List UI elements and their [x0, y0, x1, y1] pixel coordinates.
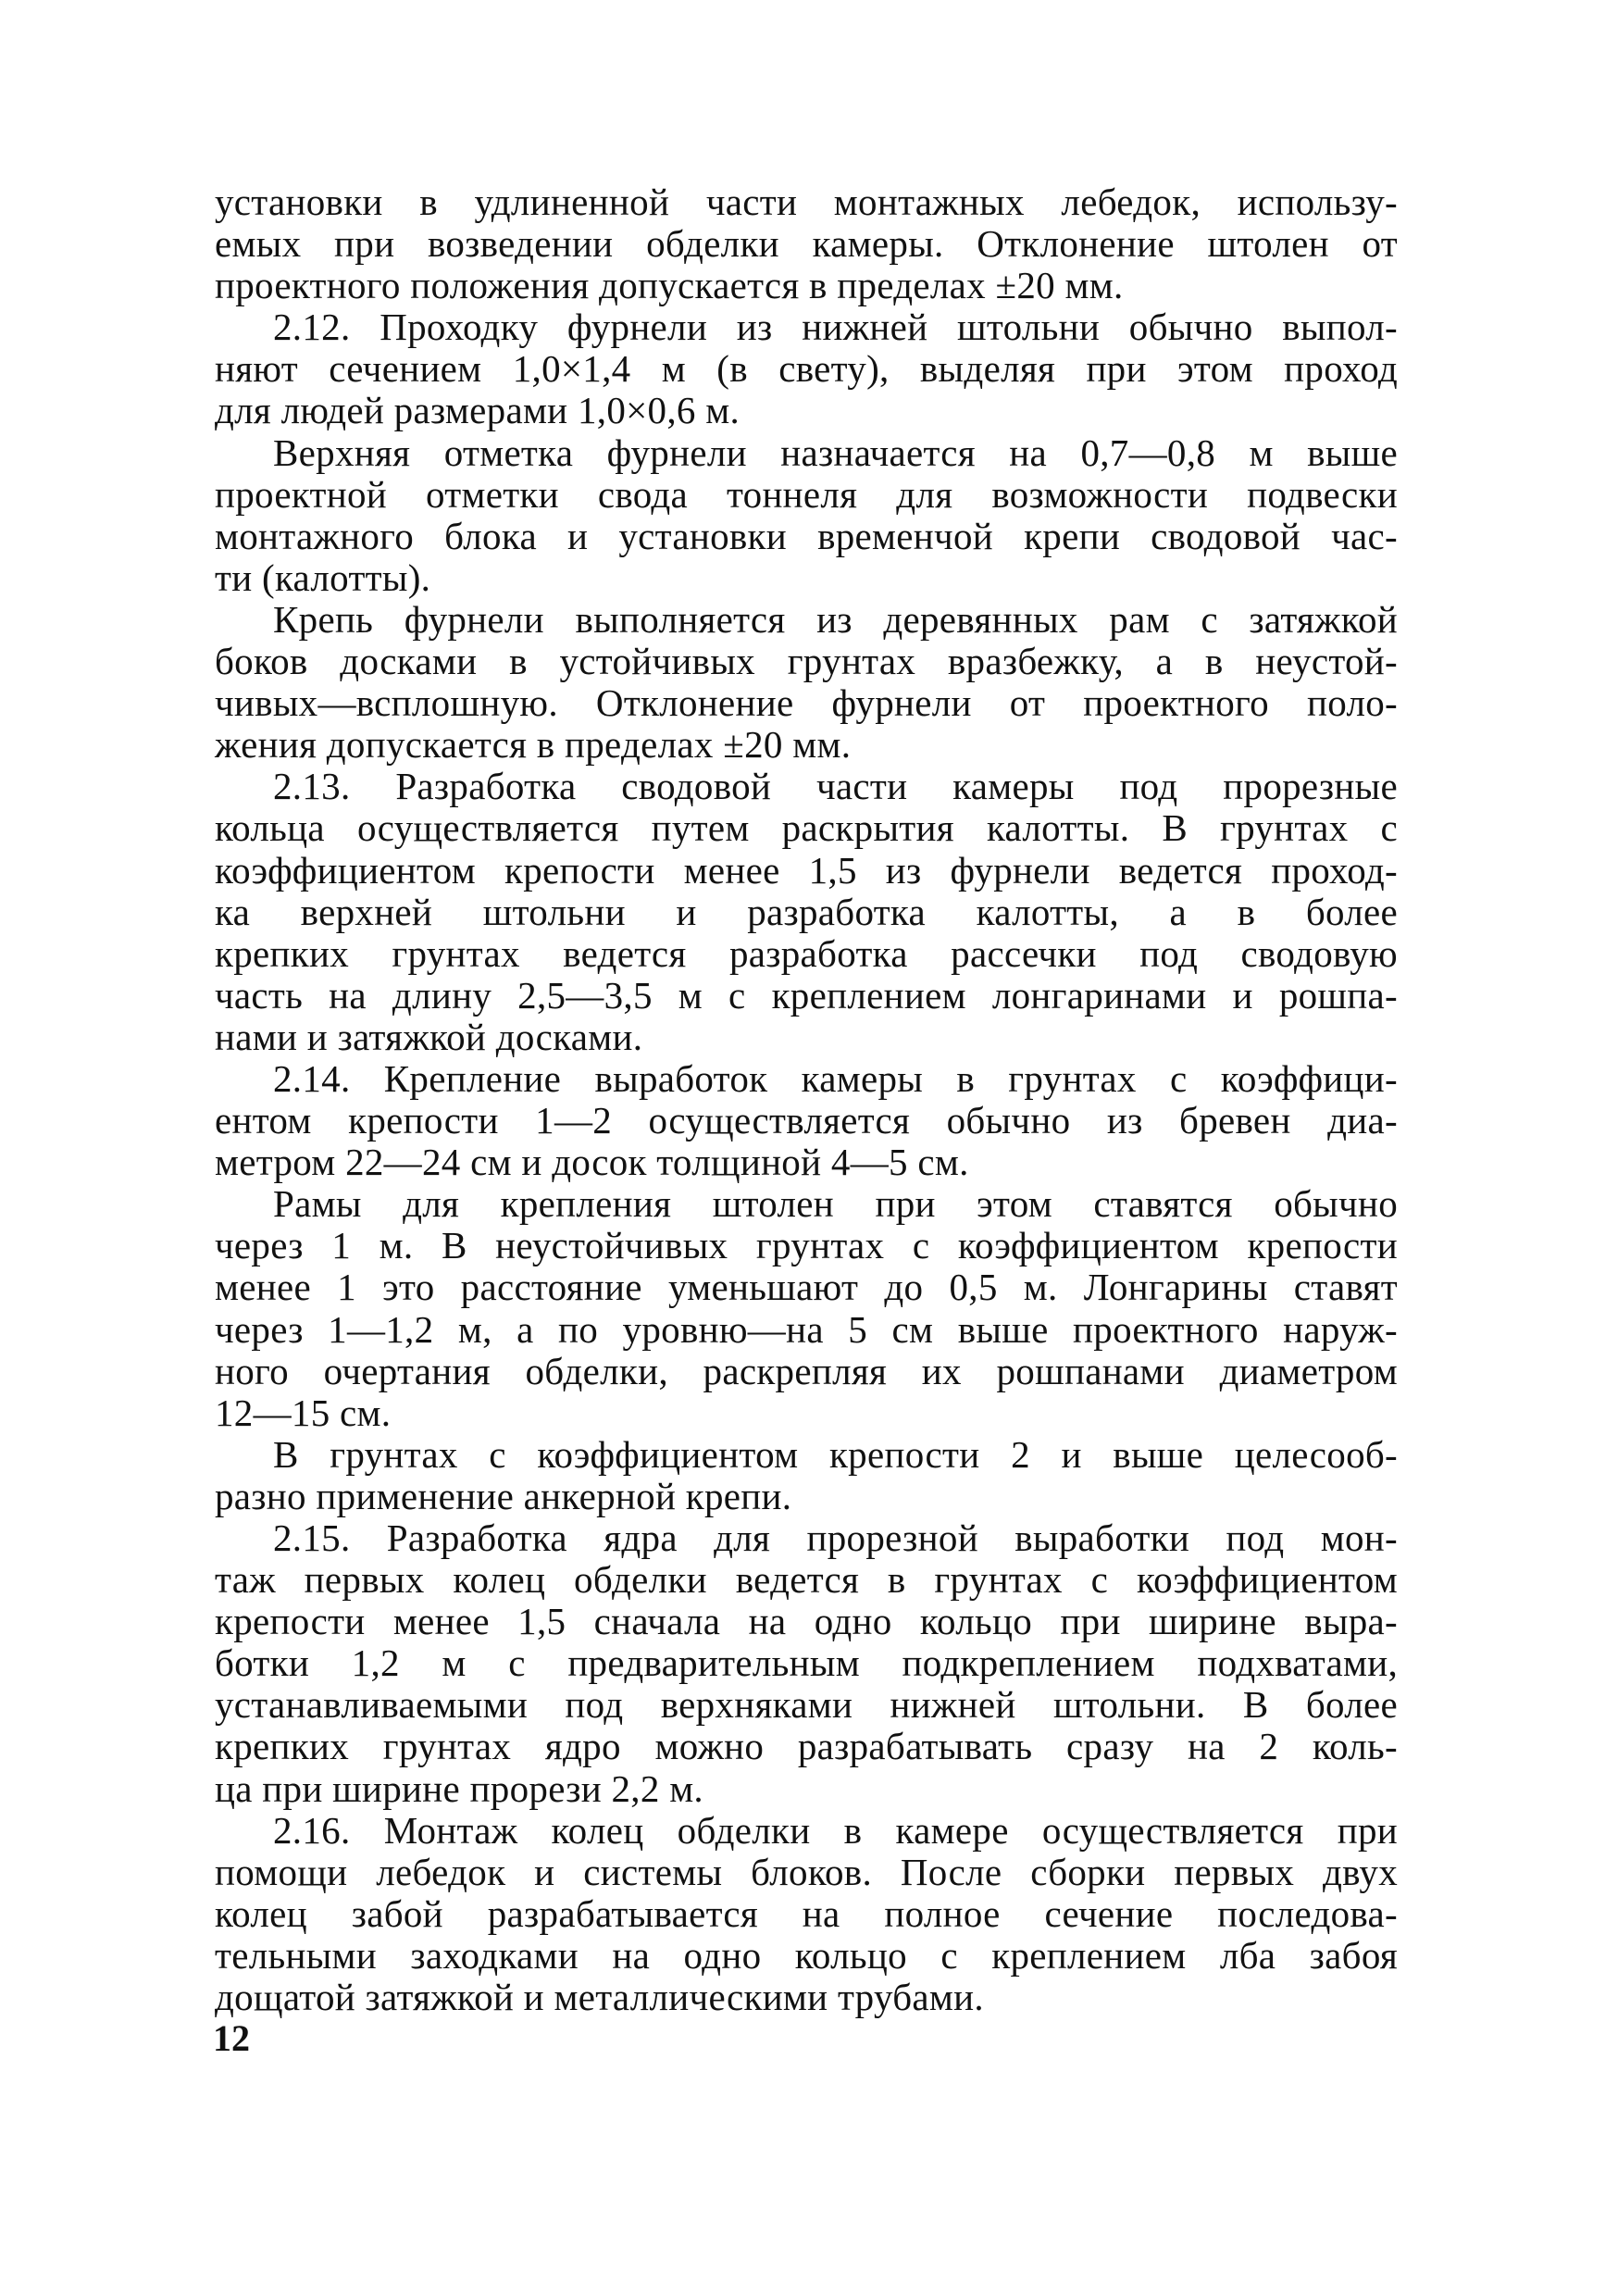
text-line: Рамы для крепления штолен при этом ставятся обычно — [273, 1182, 1398, 1226]
text-line: проектного положения допускается в пределах ±20 мм. — [215, 264, 1124, 307]
text-line: боков досками в устойчивых грунтах вразбежку, а в неустой- — [215, 640, 1398, 683]
text-line: 12—15 см. — [215, 1391, 392, 1434]
text-line: ботки 1,2 м с предварительным подкреплением подхватами, — [215, 1641, 1398, 1685]
text-line: Верхняя отметка фурнели назначается на 0,7—0,8 м выше — [273, 430, 1398, 474]
text-line: жения допускается в пределах ±20 мм. — [215, 723, 852, 767]
text-line: 2.14. Крепление выработок камеры в грунтах с коэффици- — [273, 1056, 1398, 1100]
text-line: менее 1 это расстояние уменьшают до 0,5 м. Лонгарины ставят — [215, 1266, 1398, 1309]
text-line: таж первых колец обделки ведется в грунтах с коэффициентом — [215, 1558, 1398, 1602]
text-line: устанавливаемыми под верхняками нижней штольни. В более — [215, 1683, 1398, 1727]
text-line: разно применение анкерной крепи. — [215, 1474, 792, 1517]
text-line: через 1—1,2 м, а по уровню—на 5 см выше проектного наруж- — [215, 1307, 1398, 1351]
page-number: 12 — [213, 2017, 250, 2059]
text-line: дощатой затяжкой и металлическими трубами. — [215, 1976, 984, 2019]
text-line: метром 22—24 см и досок толщиной 4—5 см. — [215, 1141, 969, 1184]
text-line: коэффициентом крепости менее 1,5 из фурнели ведется проход- — [215, 848, 1398, 892]
text-line: ка верхней штольни и разработка калотты, а в более — [215, 890, 1398, 933]
text-line: няют сечением 1,0×1,4 м (в свету), выделяя при этом проход — [215, 347, 1398, 391]
text-line: ентом крепости 1—2 осуществляется обычно из бревен диа- — [215, 1099, 1398, 1142]
text-line: через 1 м. В неустойчивых грунтах с коэффициентом крепости — [215, 1224, 1398, 1267]
text-line: крепких грунтах ядро можно разрабатывать сразу на 2 коль- — [215, 1725, 1398, 1768]
text-line: 2.13. Разработка сводовой части камеры под прорезные — [273, 765, 1398, 808]
text-line: колец забой разрабатывается на полное сечение последова- — [215, 1891, 1398, 1935]
text-line: кольца осуществляется путем раскрытия калотты. В грунтах с — [215, 806, 1398, 850]
text-line: нами и затяжкой досками. — [215, 1015, 643, 1058]
text-line: ного очертания обделки, раскрепляя их рошпанами диаметром — [215, 1349, 1398, 1392]
text-line: часть на длину 2,5—3,5 м с креплением лонгаринами и рошпа- — [215, 973, 1398, 1017]
text-line: крепких грунтах ведется разработка рассечки под сводовую — [215, 931, 1398, 975]
text-line: ти (калотты). — [215, 555, 431, 599]
text-line: емых при возведении обделки камеры. Отклонение штолен от — [215, 222, 1398, 266]
text-line: чивых—всплошную. Отклонение фурнели от проектного поло- — [215, 681, 1398, 725]
text-line: крепости менее 1,5 сначала на одно кольцо при ширине выра- — [215, 1600, 1398, 1643]
text-line: 2.16. Монтаж колец обделки в камере осуществляется при — [273, 1808, 1398, 1852]
text-line: установки в удлиненной части монтажных лебедок, использу- — [215, 181, 1398, 223]
text-line: ца при ширине прорези 2,2 м. — [215, 1766, 703, 1810]
text-line: Крепь фурнели выполняется из деревянных рам с затяжкой — [273, 597, 1398, 641]
text-line: проектной отметки свода тоннеля для возможности подвески — [215, 472, 1398, 516]
text-line: В грунтах с коэффициентом крепости 2 и выше целесооб- — [273, 1432, 1398, 1476]
text-line: тельными заходками на одно кольцо с креплением лба забоя — [215, 1933, 1398, 1977]
body-text — [215, 181, 1398, 2018]
text-line: 2.12. Проходку фурнели из нижней штольни обычно выпол- — [273, 306, 1398, 349]
text-line: 2.15. Разработка ядра для прорезной выработки под мон- — [273, 1516, 1398, 1559]
text-line: помощи лебедок и системы блоков. После сборки первых двух — [215, 1850, 1398, 1893]
text-line: для людей размерами 1,0×0,6 м. — [215, 389, 741, 432]
text-line: монтажного блока и установки временчой крепи сводовой час- — [215, 514, 1398, 557]
